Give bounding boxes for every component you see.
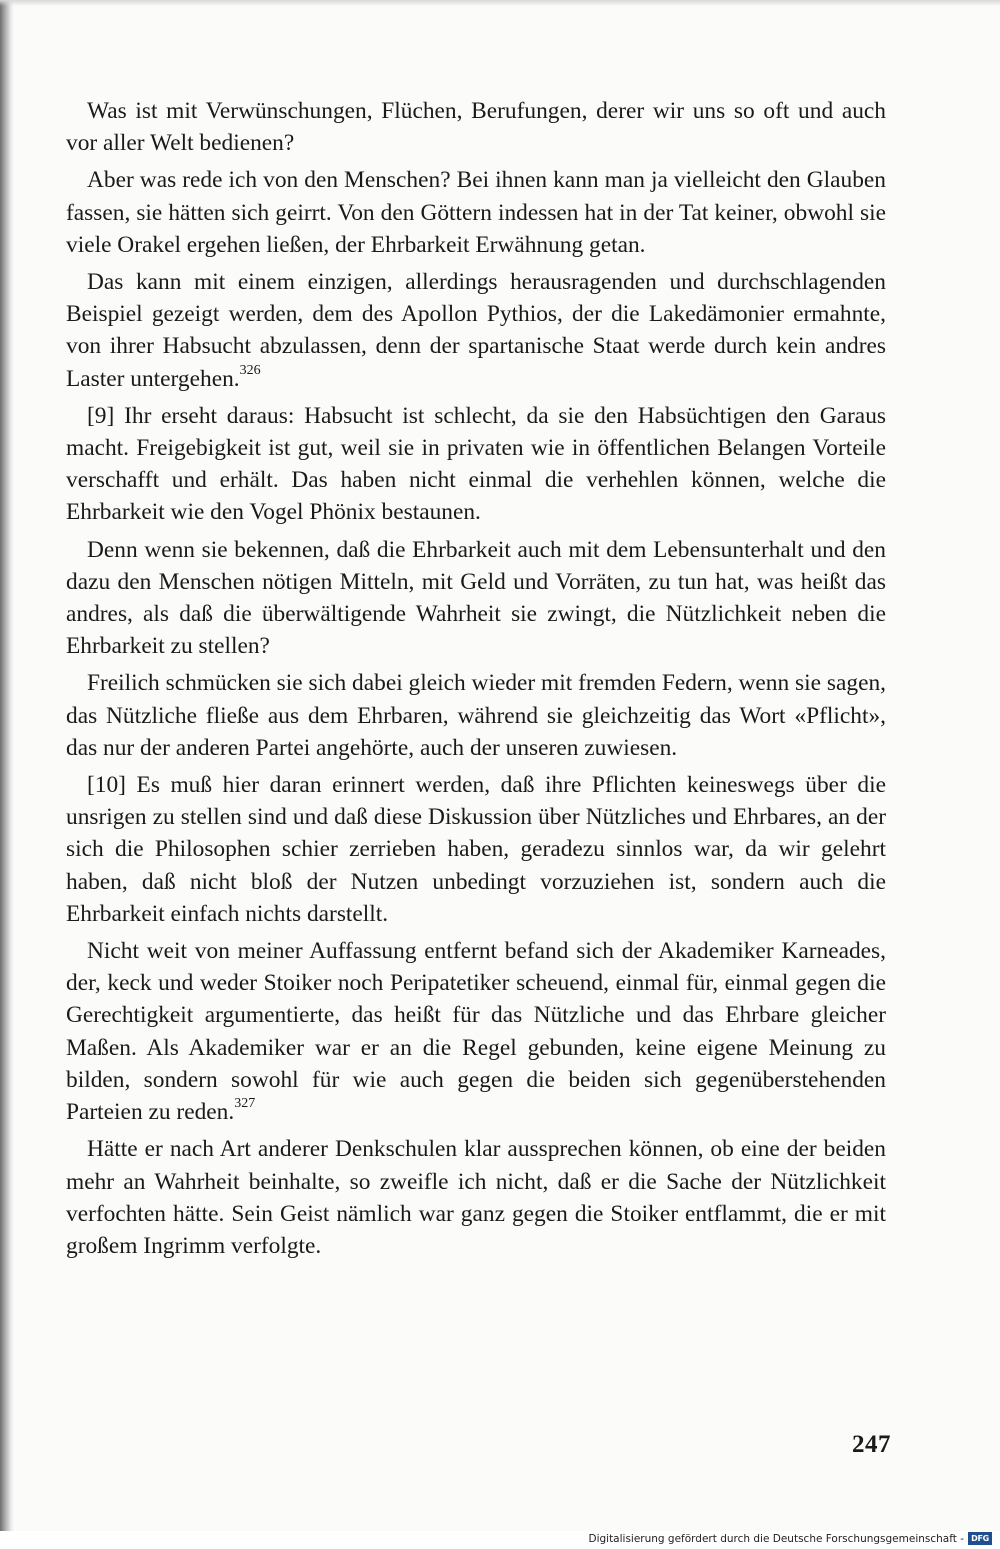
paragraph-text: Was ist mit Verwünschungen, Flüchen, Berufungen, derer wir uns so oft und auch vor aller Welt bedienen? [66,98,886,157]
paragraph-3 [66,266,886,395]
paragraph-2 [66,164,886,261]
paragraph-8 [66,935,886,1128]
paragraph-7 [66,769,886,930]
digitization-credit: Digitalisierung gefördert durch die Deutsche Forschungsgemeinschaft - [588,1533,964,1545]
paragraph-text: Freilich schmücken sie sich dabei gleich wieder mit fremden Federn, wenn sie sagen, das Nützliche fließe aus dem Ehrbaren, während sie gleichzeitig das Wort «Pflicht», das nur der anderen Partei angehörte, auch der unseren zuwiesen. [66,670,886,761]
paragraph-text: [10] Es muß hier daran erinnert werden, daß ihre Pflichten keineswegs über die unsrigen zu stellen sind und daß diese Diskussion über Nützliches und Ehrbares, an der sich die Philosophen schier zerrieben haben, geradezu sinnlos war, da wir gelehrt haben, daß nicht bloß der Nutzen unbedingt vorzuziehen ist, sondern auch die Ehrbarkeit einfach nichts darstellt. [66,772,886,927]
paragraph-9 [66,1133,886,1262]
footnote-ref-326[interactable]: 326 [239,362,261,378]
paragraph-text: Denn wenn sie bekennen, daß die Ehrbarkeit auch mit dem Lebensunterhalt und den dazu den Menschen nötigen Mitteln, mit Geld und Vorräten, zu tun hat, was heißt das andres, als daß die überwältigende Wahrheit sie zwingt, die Nützlichkeit neben die Ehrbarkeit zu stellen? [66,536,886,660]
footnote-ref-327[interactable]: 327 [234,1096,256,1112]
paragraph-6 [66,667,886,764]
dfg-logo-icon: DFG [968,1532,992,1545]
paragraph-text: Nicht weit von meiner Auffassung entfernt befand sich der Akademiker Karneades, der, keck und weder Stoiker noch Peripatetiker scheuend, einmal für, einmal gegen die Gerechtigkeit argumentierte, das heißt für das Nützliche und das Ehrbare gleicher Maßen. Als Akademiker war er an die Regel gebunden, keine eigene Meinung zu bilden, sondern sowohl für wie auch gegen die beiden sich gegenüberstehenden Parteien zu reden. [66,938,886,1126]
paragraph-text: [9] Ihr erseht daraus: Habsucht ist schlecht, da sie den Habsüchtigen den Garaus macht. Freigebigkeit ist gut, weil sie in privaten wie in öffentlichen Belangen Vorteile verschafft und erhält. Das haben nicht einmal die verhehlen können, welche die Ehrbarkeit wie den Vogel Phönix bestaunen. [66,402,886,526]
body-text [66,95,886,1267]
paragraph-5 [66,534,886,663]
page-top-edge [0,0,1000,6]
paragraph-text: Aber was rede ich von den Menschen? Bei ihnen kann man ja vielleicht den Glauben fassen, sie hätten sich geirrt. Von den Göttern indessen hat in der Tat keiner, obwohl sie viele Orakel ergehen ließen, der Ehrbarkeit Erwähnung getan. [66,167,886,258]
paragraph-text: Das kann mit einem einzigen, allerdings herausragenden und durchschlagenden Beispiel gezeigt werden, dem des Apollon Pythios, der die Lakedämonier ermahnte, von ihrer Habsucht abzulassen, denn der spartanische Staat werde durch kein andres Laster untergehen. [66,269,886,392]
page-number: 247 [852,1431,891,1458]
paragraph-4 [66,400,886,529]
paragraph-text: Hätte er nach Art anderer Denkschulen klar aussprechen können, ob eine der beiden mehr an Wahrheit beinhalte, so zweifle ich nicht, daß er die Sache der Nützlichkeit verfochten hätte. Sein Geist nämlich war ganz gegen die Stoiker entflammt, die er mit großem Ingrimm verfolgte. [66,1136,886,1259]
paragraph-1 [66,95,886,159]
binding-shadow [0,0,14,1549]
